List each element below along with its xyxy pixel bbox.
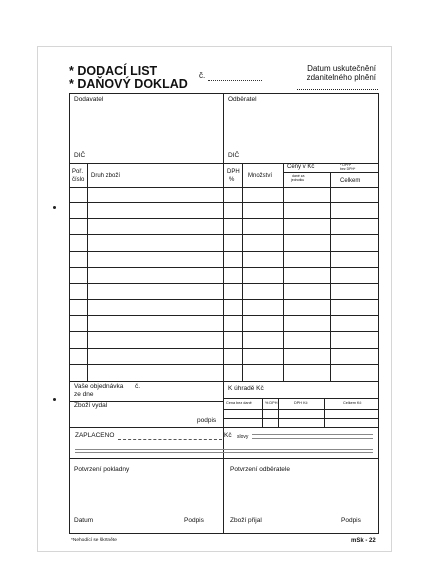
margin-bullet: [53, 398, 56, 401]
order-date-label: ze dne: [74, 391, 94, 398]
receipt-signature-label: Podpis: [184, 517, 204, 524]
strike-through-note: *Nehodící se škrtněte: [71, 538, 117, 543]
col-unit-line2: jednotku: [291, 178, 305, 182]
vat-recap-fields[interactable]: [224, 410, 378, 426]
customer-label: Odběratel: [228, 96, 257, 103]
col-excl-vat-line2: bez DPH*: [340, 167, 356, 171]
vat-total-header: Celkem Kč: [343, 401, 362, 405]
table-row[interactable]: [69, 365, 379, 381]
margin-bullet: [53, 206, 56, 209]
issued-by-field[interactable]: [118, 403, 222, 415]
supplier-field[interactable]: [70, 105, 222, 151]
table-row[interactable]: [69, 252, 379, 268]
table-row[interactable]: [69, 236, 379, 252]
paid-currency-label: Kč: [224, 432, 232, 439]
supplier-label: Dodavatel: [74, 96, 104, 103]
col-no-line1: Poř.: [72, 169, 84, 175]
items-table-body: [69, 187, 379, 381]
col-excl-vat-line1: * DPH*: [340, 163, 352, 167]
table-row[interactable]: [69, 268, 379, 284]
col-goods-header: Druh zboží: [91, 173, 121, 179]
issued-by-signature-label: podpis: [197, 417, 217, 424]
order-number-label: č.: [135, 383, 141, 390]
paid-amount-field[interactable]: [118, 439, 222, 440]
table-row[interactable]: [69, 333, 379, 349]
date-label-line1: Datum uskutečnění: [307, 64, 376, 73]
vat-amount-header: DPH Kč: [294, 401, 308, 405]
customer-signature-label: Podpis: [341, 517, 361, 524]
paid-label: ZAPLACENO: [75, 432, 115, 439]
issued-by-label: Zboží vydal: [74, 402, 108, 409]
in-words-label: slovy: [237, 434, 249, 440]
order-number-field[interactable]: [142, 383, 222, 401]
form-sheet: [37, 46, 392, 552]
table-row[interactable]: [69, 300, 379, 316]
table-row[interactable]: [69, 219, 379, 235]
customer-confirmation-field[interactable]: [224, 477, 378, 513]
document-number-label: č.: [199, 71, 206, 80]
title-delivery-note: * DODACÍ LIST: [69, 64, 158, 78]
col-prices-header: Ceny v Kč: [287, 164, 315, 170]
title-tax-document: * DAŇOVÝ DOKLAD: [69, 77, 188, 91]
vat-rate-header: % DPH: [265, 401, 278, 405]
supplier-tax-id-label: DIČ: [74, 152, 86, 159]
table-row[interactable]: [69, 203, 379, 219]
cash-receipt-field[interactable]: [70, 477, 222, 513]
col-total-header: Celkem: [340, 178, 361, 184]
col-vat-line1: DPH: [227, 169, 240, 175]
goods-received-label: Zboží přijal: [230, 517, 262, 524]
customer-field[interactable]: [224, 105, 378, 151]
col-vat-line2: %: [229, 177, 235, 183]
form-code: mSk - 22: [351, 538, 376, 544]
to-pay-label: K úhradě Kč: [228, 385, 264, 392]
order-label: Vaše objednávka: [74, 383, 124, 390]
receipt-date-label: Datum: [74, 517, 94, 524]
col-quantity-header: Množství: [248, 173, 273, 179]
amount-in-words-field[interactable]: [252, 433, 373, 440]
vat-base-header: Cena bez daně: [226, 401, 252, 405]
col-no-line2: číslo: [72, 177, 85, 183]
customer-confirmation-label: Potvrzení odběratele: [230, 466, 290, 473]
table-row[interactable]: [69, 284, 379, 300]
table-row[interactable]: [69, 349, 379, 365]
col-unit-line1: dané za: [292, 174, 305, 178]
table-row[interactable]: [69, 187, 379, 203]
date-field[interactable]: [297, 89, 378, 90]
to-pay-field[interactable]: [270, 383, 378, 397]
document-number-field[interactable]: [208, 80, 262, 81]
table-row[interactable]: [69, 316, 379, 332]
cash-receipt-label: Potvrzení pokladny: [74, 466, 130, 473]
customer-tax-id-label: DIČ: [228, 152, 240, 159]
date-label-line2: zdanitelného plnění: [306, 73, 376, 82]
